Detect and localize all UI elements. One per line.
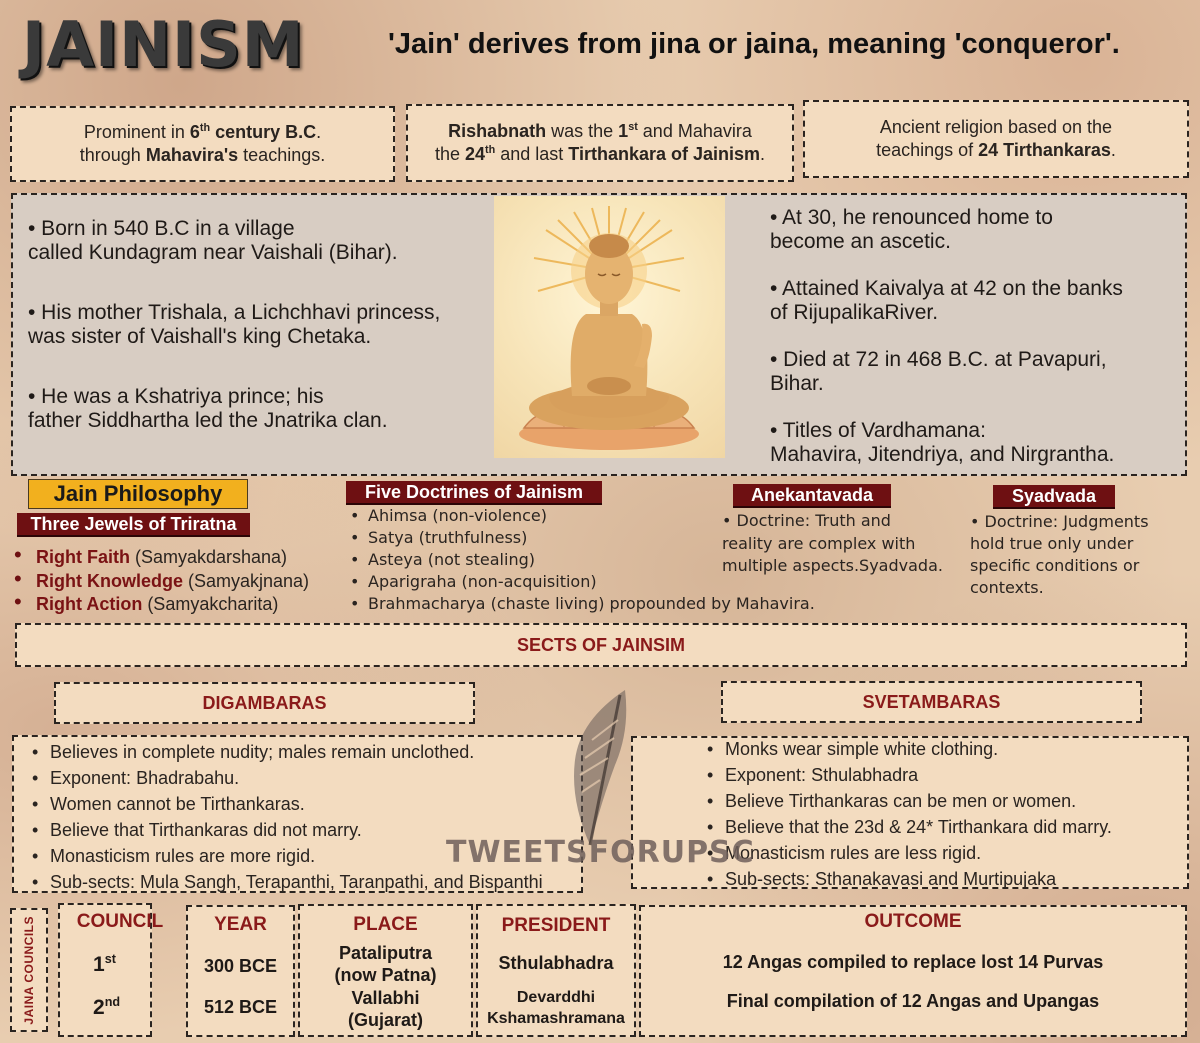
info-box-period: Prominent in 6th century B.C. through Mahavira's teachings. (10, 106, 395, 182)
info-box-ancient: Ancient religion based on the teachings of 24 Tirthankaras. (803, 100, 1189, 178)
council-row1-num: 1st (93, 952, 116, 976)
fact-titles: • Titles of Vardhamana: Mahavira, Jitendriya, and Nirgrantha. (770, 419, 1115, 466)
anekantavada-heading: Anekantavada (733, 484, 891, 508)
list-item: • Believe that Tirthankaras did not marry. (28, 817, 588, 843)
fact-kaivalya: • Attained Kaivalya at 42 on the banks of RijupalikaRiver. (770, 277, 1123, 324)
watermark: TWEETSFORUPSC (446, 835, 755, 870)
triratna-heading: Three Jewels of Triratna (17, 513, 250, 537)
council-row1-outcome: 12 Angas compiled to replace lost 14 Purvas (722, 952, 1104, 972)
council-row2-year: 512 BCE (203, 997, 278, 1017)
mahavira-right-facts (770, 206, 1182, 490)
list-item: • Women cannot be Tirthankaras. (28, 791, 588, 817)
header-council: COUNCIL (76, 911, 164, 932)
council-row1-president: Sthulabhadra (498, 953, 614, 973)
tagline: 'Jain' derives from jina or jaina, meaning 'conqueror'. (388, 28, 1120, 60)
svetambaras-heading: SVETAMBARAS (721, 681, 1142, 723)
anekantavada-text: • Doctrine: Truth and reality are complex with multiple aspects.Syadvada. (722, 511, 943, 575)
list-item: • Believe Tirthankaras can be men or women. (703, 788, 1183, 814)
list-item: • Satya (truthfulness) (346, 527, 866, 549)
header-place: PLACE (353, 914, 418, 935)
list-item: • Asteya (not stealing) (346, 549, 866, 571)
mahavira-figure (494, 196, 725, 458)
fact-birth: • Born in 540 B.C in a village called Kundagram near Vaishali (Bihar). (28, 217, 398, 264)
digambaras-list (28, 739, 588, 895)
fact-father: • He was a Kshatriya prince; his father Siddhartha led the Jnatrika clan. (28, 385, 388, 432)
page-title: JAINISM (22, 8, 305, 81)
list-item: • Monasticism rules are more rigid. (28, 843, 588, 869)
meditating-figure-icon (494, 196, 725, 458)
syadvada-text: • Doctrine: Judgments hold true only under specific conditions or contexts. (970, 512, 1149, 597)
doctrines-heading: Five Doctrines of Jainism (346, 481, 602, 505)
fact-death: • Died at 72 in 468 B.C. at Pavapuri, Bihar. (770, 348, 1107, 395)
council-row2-place: Vallabhi (Gujarat) (347, 988, 423, 1030)
list-item: • Right Faith (Samyakdarshana) (14, 546, 344, 570)
header-outcome: OUTCOME (864, 911, 962, 932)
list-item: • Brahmacharya (chaste living) propounded by Mahavira. (346, 593, 866, 615)
mahavira-left-facts (28, 217, 490, 456)
list-item: • Monks wear simple white clothing. (703, 736, 1183, 762)
list-item: • Believes in complete nudity; males remain unclothed. (28, 739, 588, 765)
council-row1-year: 300 BCE (203, 956, 278, 976)
council-row2-outcome: Final compilation of 12 Angas and Upangas (726, 991, 1100, 1011)
list-item: • Right Action (Samyakcharita) (14, 593, 344, 617)
sects-heading: SECTS OF JAINSIM (15, 623, 1187, 667)
list-item: • Sub-sects: Sthanakavasi and Murtipujaka (703, 866, 1183, 892)
council-row2-president: Devarddhi Kshamashramana (487, 989, 625, 1027)
header-president: PRESIDENT (501, 915, 611, 936)
digambaras-heading: DIGAMBARAS (54, 682, 475, 724)
list-item: • Sub-sects: Mula Sangh, Terapanthi, Taranpathi, and Bispanthi (28, 869, 588, 895)
fact-mother: • His mother Trishala, a Lichchhavi princess, was sister of Vaishall's king Chetaka. (28, 301, 441, 348)
quill-feather-icon (530, 680, 650, 850)
syadvada-heading: Syadvada (993, 485, 1115, 509)
info-box-tirthankaras: Rishabnath was the 1st and Mahavira the 24th and last Tirthankara of Jainism. (406, 104, 794, 182)
list-item: • Believe that the 23d & 24* Tirthankara did marry. (703, 814, 1183, 840)
philosophy-heading: Jain Philosophy (28, 479, 248, 509)
list-item: • Right Knowledge (Samyakjnana) (14, 570, 344, 594)
list-item: • Exponent: Bhadrabahu. (28, 765, 588, 791)
fact-renounced: • At 30, he renounced home to become an ascetic. (770, 206, 1053, 253)
council-row1-place: Pataliputra (now Patna) (334, 943, 437, 985)
list-item: • Ahimsa (non-violence) (346, 505, 866, 527)
list-item: • Exponent: Sthulabhadra (703, 762, 1183, 788)
list-item: • Monasticism rules are less rigid. (703, 840, 1183, 866)
list-item: • Aparigraha (non-acquisition) (346, 571, 866, 593)
three-jewels-list (14, 546, 344, 617)
councils-side-label: JAINA COUNCILS (10, 908, 48, 1032)
council-row2-num: 2nd (93, 995, 121, 1019)
svetambaras-list (703, 736, 1183, 892)
header-year: YEAR (214, 914, 267, 935)
